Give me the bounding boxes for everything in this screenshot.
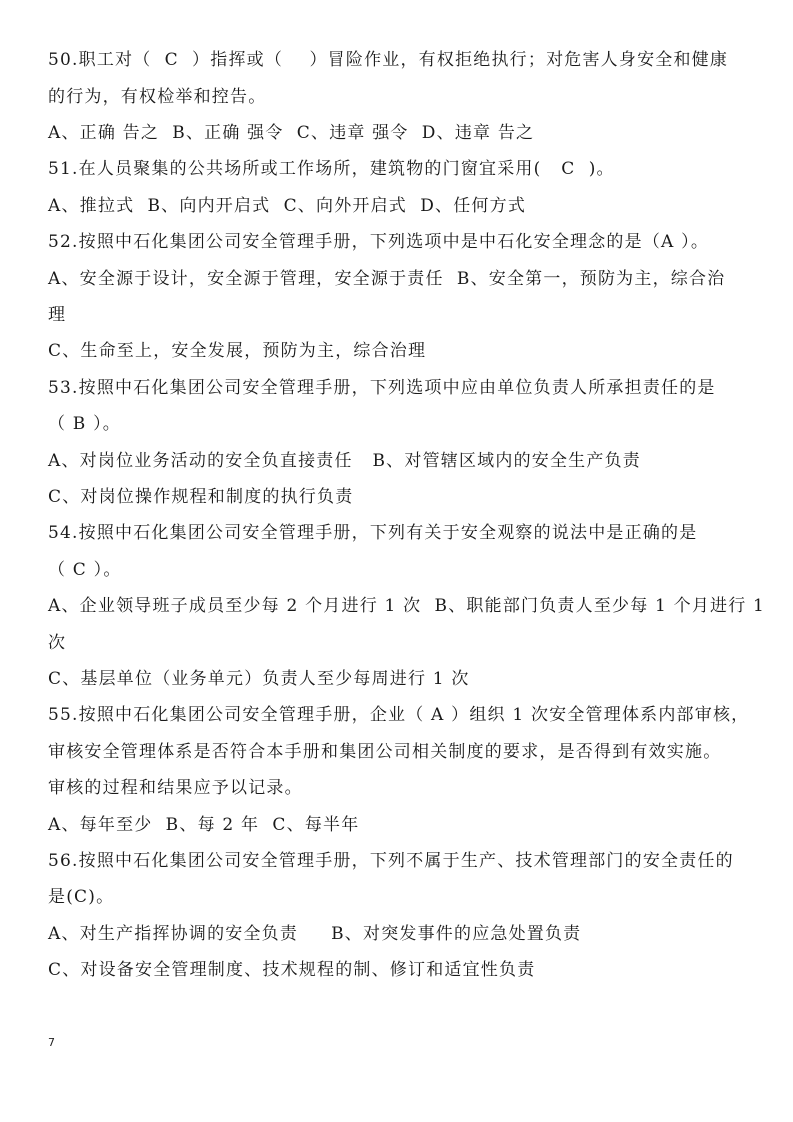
question-52-options-line-2: 理 <box>48 305 67 325</box>
question-56-text-line-2: 是(C)。 <box>48 887 115 907</box>
question-52-options-line-1: A、安全源于设计，安全源于管理，安全源于责任 B、安全第一，预防为主，综合治 <box>48 269 726 289</box>
page-number: 7 <box>48 1036 55 1049</box>
question-51-text: 51.在人员聚集的公共场所或工作场所，建筑物的门窗宜采用( C )。 <box>48 159 615 179</box>
question-54-options-line-3: C、基层单位（业务单元）负责人至少每周进行 1 次 <box>48 669 470 689</box>
question-51-options: A、推拉式 B、向内开启式 C、向外开启式 D、任何方式 <box>48 196 527 216</box>
question-52-text: 52.按照中石化集团公司安全管理手册，下列选项中是中石化安全理念的是（A ）。 <box>48 232 710 252</box>
question-56-options-line-1: A、对生产指挥协调的安全负责 B、对突发事件的应急处置负责 <box>48 924 582 944</box>
question-53-text-line-1: 53.按照中石化集团公司安全管理手册，下列选项中应由单位负责人所承担责任的是 <box>48 378 716 398</box>
question-50-text-line-1: 50.职工对（ C ）指挥或（ ）冒险作业，有权拒绝执行；对危害人身安全和健康 <box>48 50 729 70</box>
question-50-options: A、正确 告之 B、正确 强令 C、违章 强令 D、违章 告之 <box>48 123 535 143</box>
question-54-text-line-2: （ C ）。 <box>48 560 122 580</box>
question-56-options-line-2: C、对设备安全管理制度、技术规程的制、修订和适宜性负责 <box>48 960 536 980</box>
question-56-text-line-1: 56.按照中石化集团公司安全管理手册，下列不属于生产、技术管理部门的安全责任的 <box>48 851 734 871</box>
question-54-options-line-1: A、企业领导班子成员至少每 2 个月进行 1 次 B、职能部门负责人至少每 1 个月进行 1 <box>48 596 766 616</box>
question-54-options-line-2: 次 <box>48 633 67 653</box>
question-53-options-line-2: C、对岗位操作规程和制度的执行负责 <box>48 487 354 507</box>
question-53-options-line-1: A、对岗位业务活动的安全负直接责任 B、对管辖区域内的安全生产负责 <box>48 451 641 471</box>
question-55-text-line-2: 审核安全管理体系是否符合本手册和集团公司相关制度的要求，是否得到有效实施。 <box>48 742 722 762</box>
question-55-text-line-3: 审核的过程和结果应予以记录。 <box>48 778 303 798</box>
question-55-text-line-1: 55.按照中石化集团公司安全管理手册，企业（ A ）组织 1 次安全管理体系内部审核， <box>48 705 750 725</box>
question-50-text-line-2: 的行为，有权检举和控告。 <box>48 87 267 107</box>
question-52-options-line-3: C、生命至上，安全发展，预防为主，综合治理 <box>48 341 427 361</box>
question-55-options: A、每年至少 B、每 2 年 C、每半年 <box>48 815 360 835</box>
question-53-text-line-2: （ B ）。 <box>48 414 122 434</box>
question-54-text-line-1: 54.按照中石化集团公司安全管理手册，下列有关于安全观察的说法中是正确的是 <box>48 523 698 543</box>
